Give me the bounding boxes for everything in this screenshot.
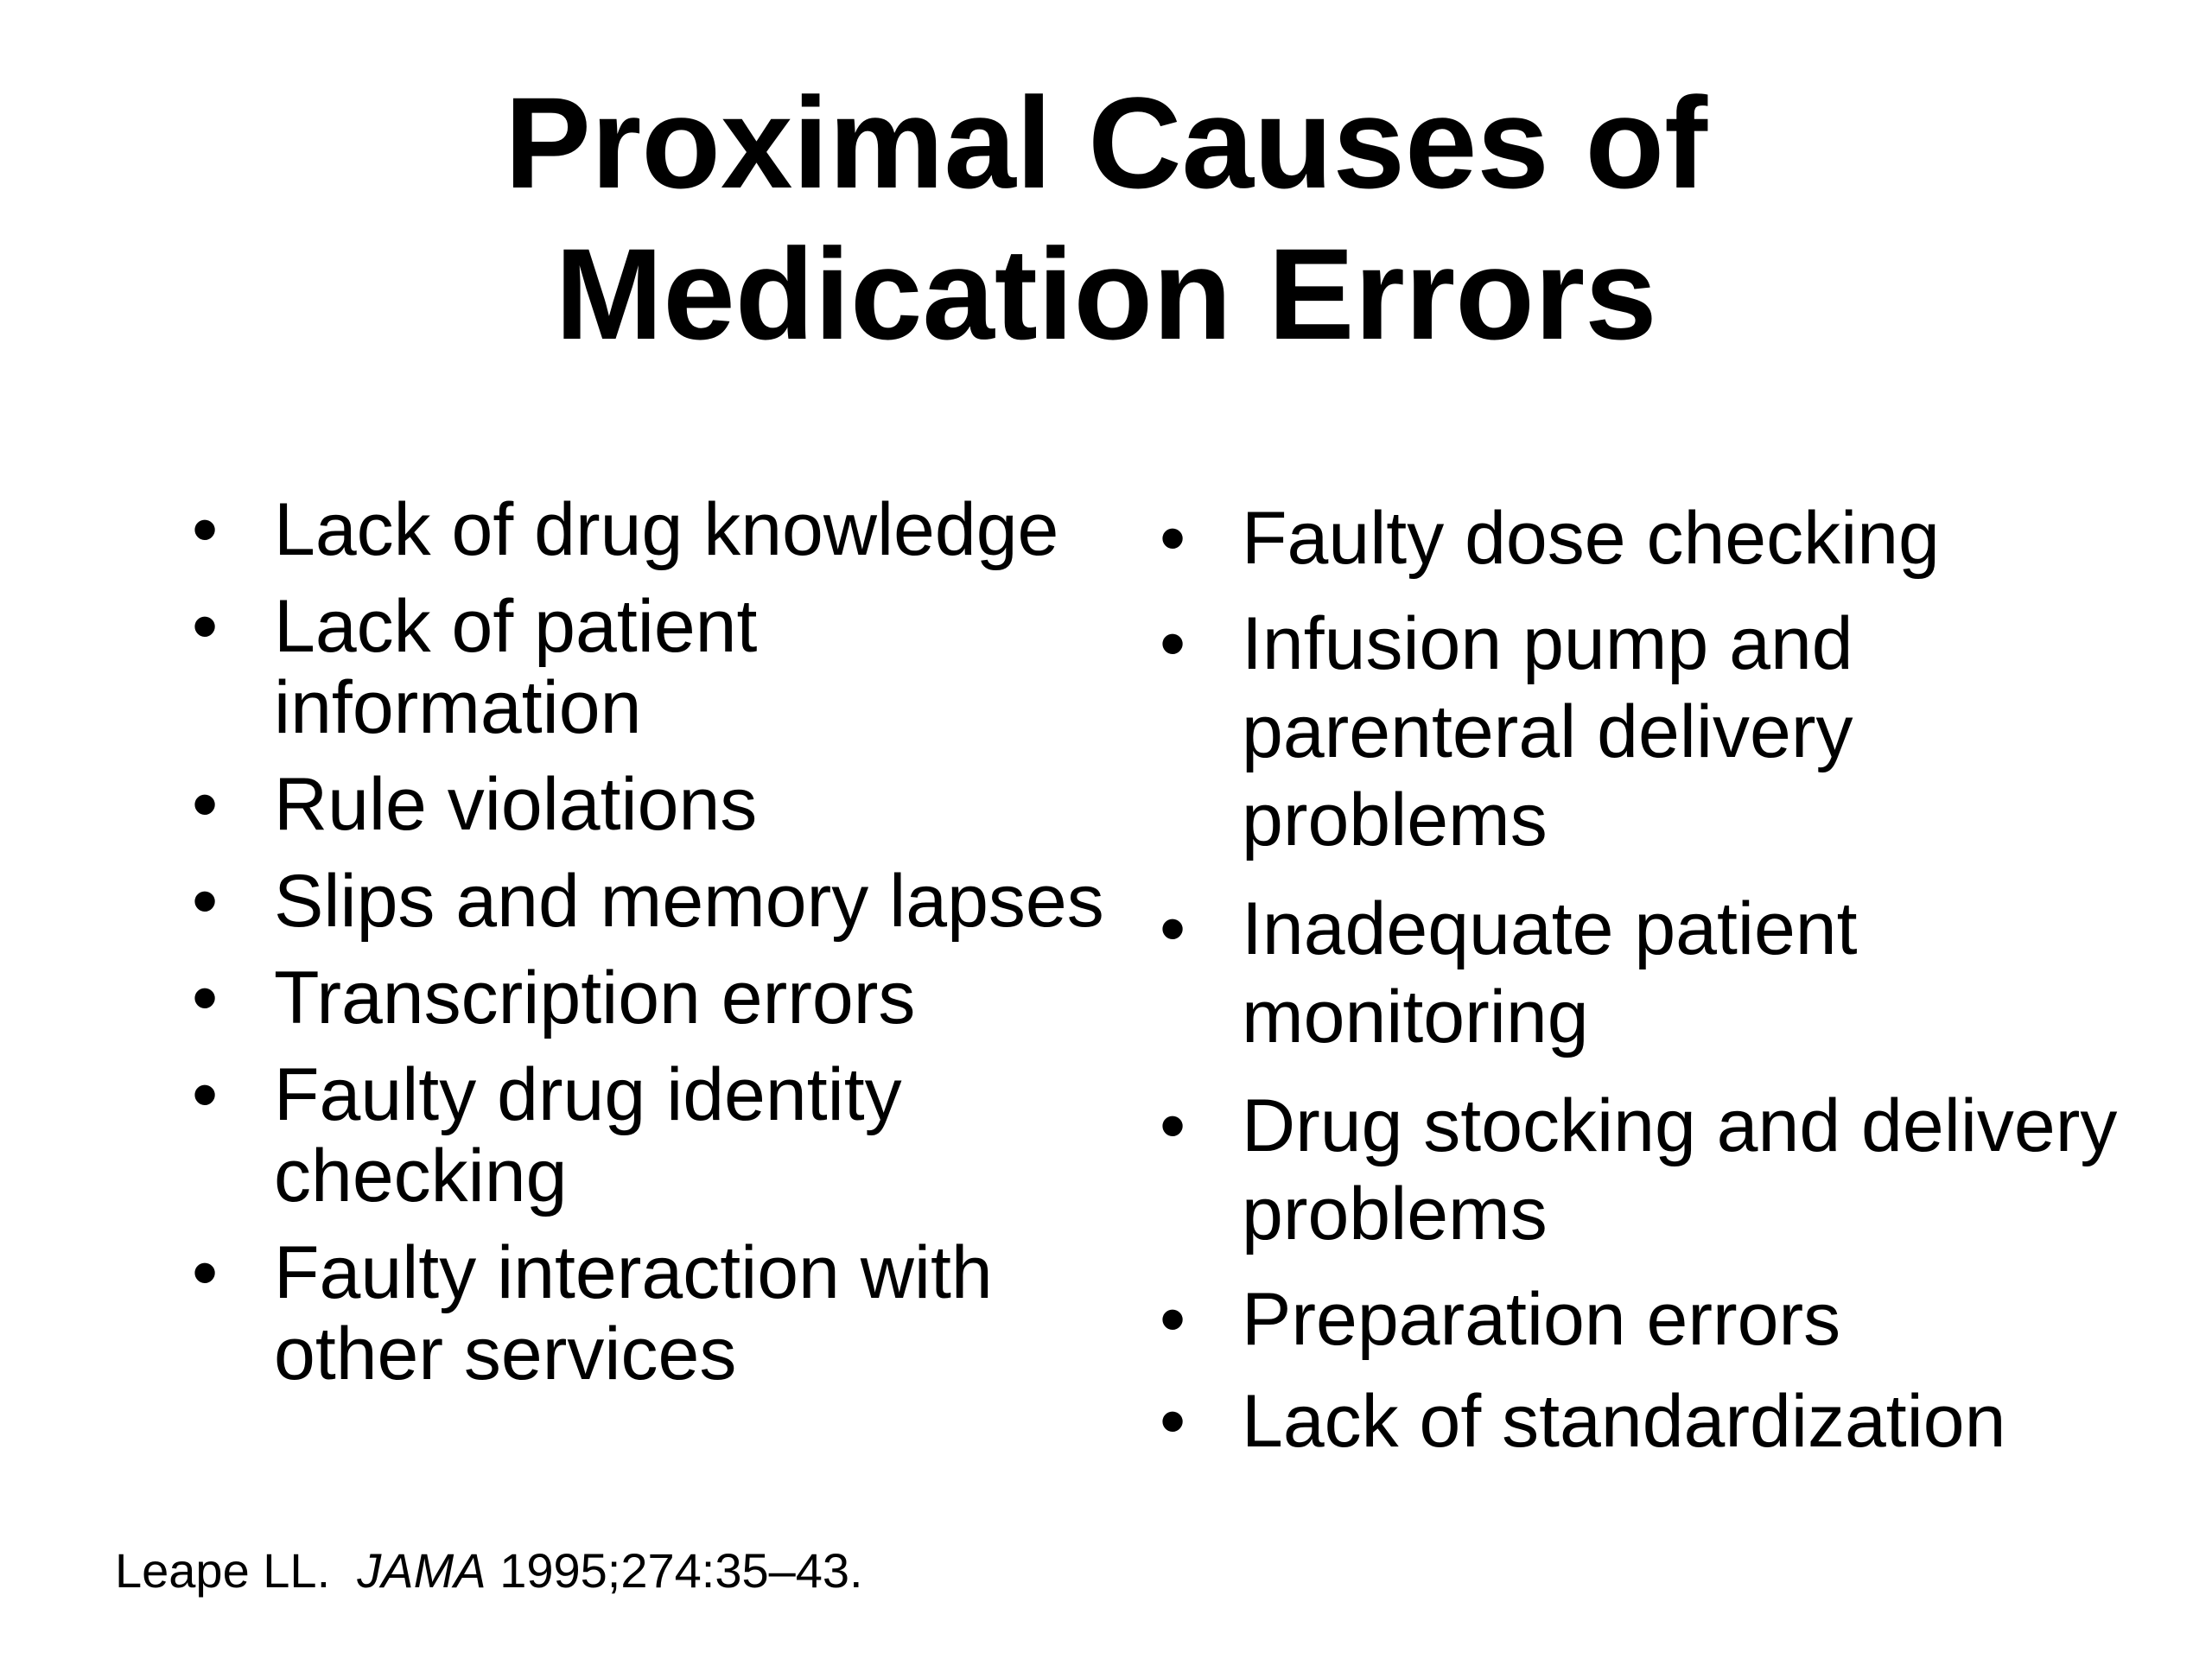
list-item xyxy=(1160,1082,2162,1258)
list-item xyxy=(192,586,1108,748)
list-item xyxy=(1160,600,2162,864)
list-item-text: Lack of patient information xyxy=(274,585,758,749)
list-item xyxy=(192,861,1108,942)
list-item xyxy=(1160,885,2162,1061)
list-item-text: Inadequate patient monitoring xyxy=(1242,887,1858,1058)
list-item xyxy=(192,957,1108,1039)
bullet-icon: • xyxy=(1160,1084,1186,1167)
list-item xyxy=(192,764,1108,845)
citation-details: 1995;274:35–43. xyxy=(499,1543,863,1598)
bullet-icon: • xyxy=(192,1053,219,1136)
title-line-1: Proximal Causes of xyxy=(504,70,1708,215)
slide-title xyxy=(0,67,2212,370)
list-item-text: Preparation errors xyxy=(1242,1278,1841,1361)
list-item-text: Rule violations xyxy=(274,763,758,846)
bullet-icon: • xyxy=(192,585,219,668)
list-item-text: Lack of standardization xyxy=(1242,1380,2006,1463)
list-item-text: Infusion pump and parenteral delivery problems xyxy=(1242,602,1853,861)
list-item xyxy=(192,1232,1108,1395)
left-bullet-list xyxy=(192,489,1108,1410)
bullet-icon: • xyxy=(1160,887,1186,970)
list-item xyxy=(192,1054,1108,1217)
list-item-text: Faulty dose checking xyxy=(1242,497,1940,580)
citation-journal: JAMA xyxy=(357,1543,486,1598)
list-item xyxy=(192,489,1108,570)
list-item-text: Faulty interaction with other services xyxy=(274,1231,993,1395)
bullet-icon: • xyxy=(1160,602,1186,685)
list-item-text: Slips and memory lapses xyxy=(274,860,1104,943)
bullet-icon: • xyxy=(1160,1278,1186,1361)
bullet-icon: • xyxy=(1160,497,1186,580)
list-item xyxy=(1160,1381,2162,1462)
bullet-icon: • xyxy=(192,763,219,846)
list-item xyxy=(1160,498,2162,579)
bullet-icon: • xyxy=(1160,1380,1186,1463)
bullet-icon: • xyxy=(192,1231,219,1314)
title-line-2: Medication Errors xyxy=(555,221,1657,366)
list-item-text: Drug stocking and delivery problems xyxy=(1242,1084,2118,1255)
list-item-text: Lack of drug knowledge xyxy=(274,488,1059,571)
bullet-icon: • xyxy=(192,488,219,571)
bullet-icon: • xyxy=(192,860,219,943)
list-item-text: Faulty drug identity checking xyxy=(274,1053,902,1217)
right-bullet-list xyxy=(1160,498,2162,1483)
citation xyxy=(115,1543,863,1599)
list-item-text: Transcription errors xyxy=(274,957,916,1039)
bullet-icon: • xyxy=(192,957,219,1039)
citation-author: Leape LL. xyxy=(115,1543,331,1598)
list-item xyxy=(1160,1279,2162,1360)
